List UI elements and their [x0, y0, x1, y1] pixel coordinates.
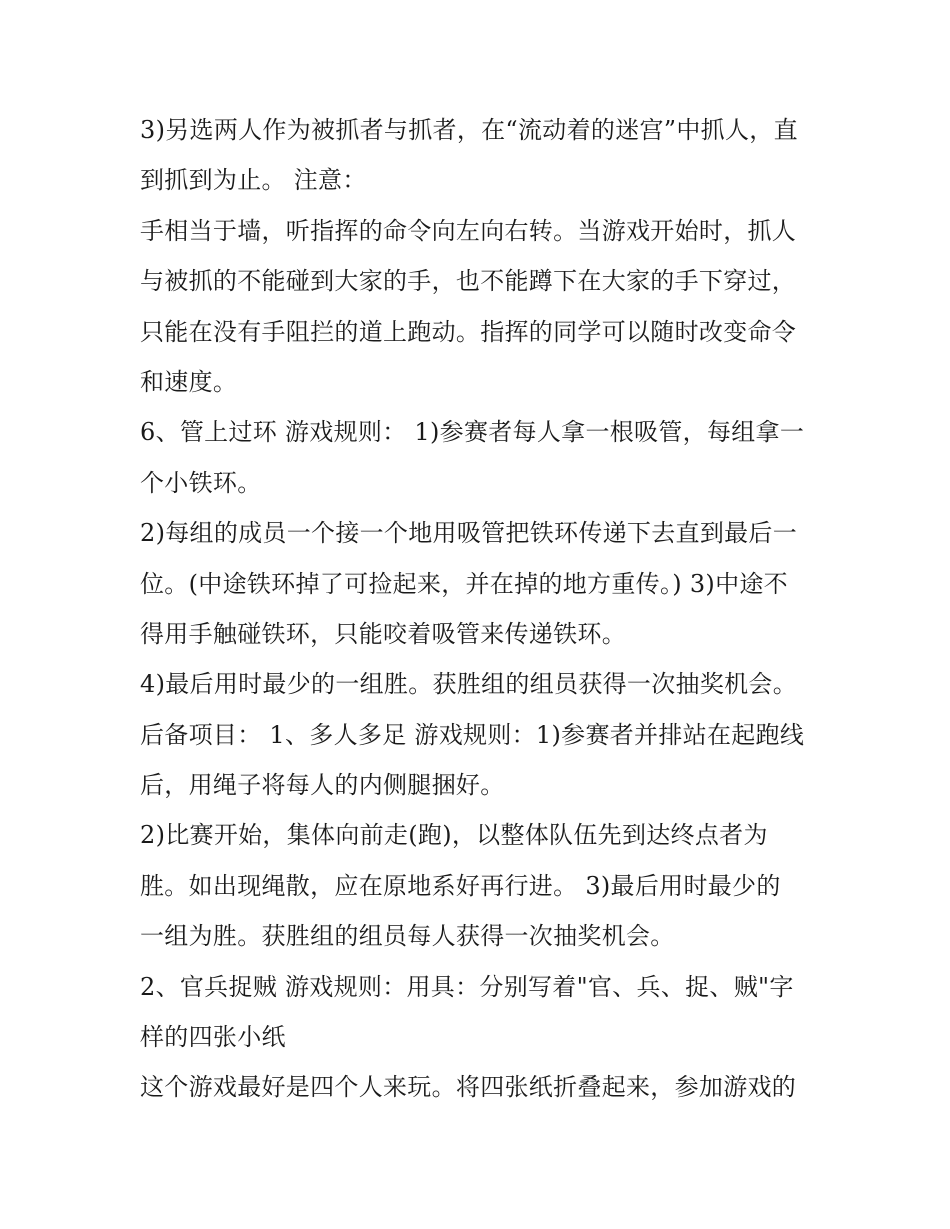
text-line: 得用手触碰铁环，只能咬着吸管来传递铁环。: [140, 619, 626, 648]
text-line: 2)每组的成员一个接一个地用吸管把铁环传递下去直到最后一: [140, 519, 798, 548]
text-line: 只能在没有手阻拦的道上跑动。指挥的同学可以随时改变命令: [140, 317, 797, 346]
text-line: 2、官兵捉贼 游戏规则：用具：分别写着"官、兵、捉、贼"字: [140, 972, 794, 1001]
text-line: 和速度。: [140, 367, 238, 396]
text-line: 后备项目： 1、多人多足 游戏规则：1)参赛者并排站在起跑线: [140, 720, 805, 749]
text-line: 胜。如出现绳散，应在原地系好再行进。 3)最后用时最少的: [140, 871, 781, 900]
text-line: 这个游戏最好是四个人来玩。将四张纸折叠起来，参加游戏的: [140, 1073, 797, 1102]
text-line: 3)另选两人作为被抓者与抓者，在“流动着的迷宫”中抓人，直: [140, 116, 798, 144]
text-line: 4)最后用时最少的一组胜。获胜组的组员获得一次抽奖机会。: [140, 670, 798, 699]
text-line: 样的四张小纸: [140, 1023, 286, 1052]
text-line: 一组为胜。获胜组的组员每人获得一次抽奖机会。: [140, 922, 675, 951]
text-line: 手相当于墙，听指挥的命令向左向右转。当游戏开始时，抓人: [140, 216, 797, 245]
text-line: 个小铁环。: [140, 468, 262, 497]
text-line: 后，用绳子将每人的内侧腿捆好。: [140, 771, 505, 800]
text-line: 位。(中途铁环掉了可捡起来，并在掉的地方重传。) 3)中途不: [140, 569, 788, 598]
text-line: 6、管上过环 游戏规则： 1)参赛者每人拿一根吸管，每组拿一: [140, 418, 805, 447]
text-line: 与被抓的不能碰到大家的手，也不能蹲下在大家的手下穿过，: [140, 267, 797, 296]
text-line: 2)比赛开始，集体向前走(跑)，以整体队伍先到达终点者为: [140, 821, 768, 850]
document-body: [140, 105, 820, 1113]
text-line: 到抓到为止。 注意：: [140, 166, 367, 195]
